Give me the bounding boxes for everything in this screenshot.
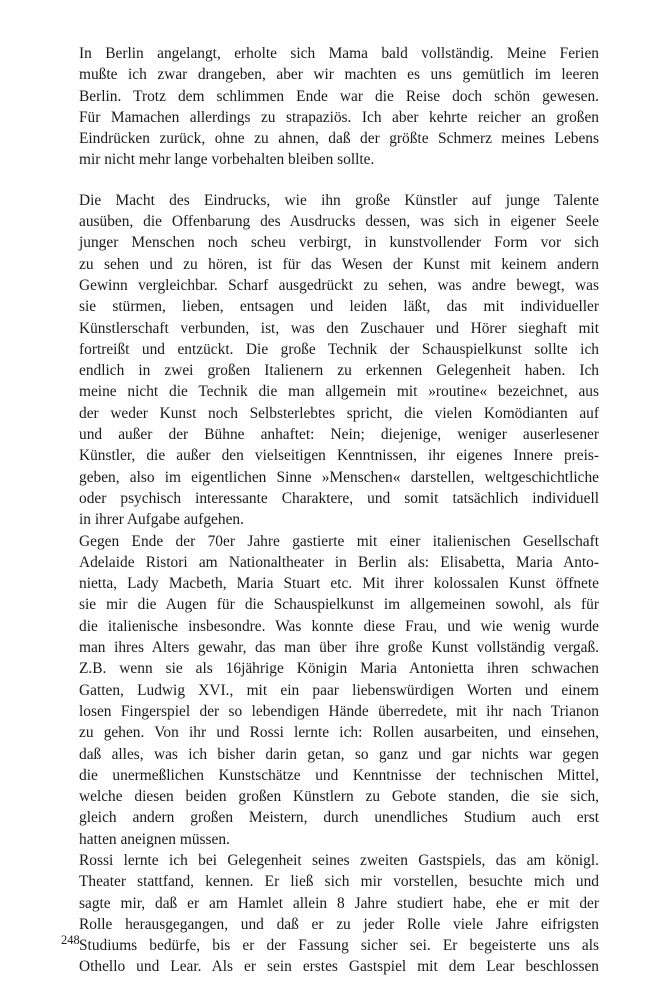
- text-line: Studiums bedürfe, bis er der Fassung sicher sei. Er begeisterte uns als: [79, 937, 599, 955]
- text-line: Gegen Ende der 70er Jahre gastierte mit einer italienischen Gesellschaft: [79, 532, 599, 550]
- text-line: fortreißt und entzückt. Die große Technik der Schauspielkunst sollte ich: [79, 340, 599, 358]
- text-line: Gatten, Ludwig XVI., mit ein paar liebenswürdigen Worten und einem: [79, 681, 599, 699]
- paragraph-3: [61, 531, 599, 850]
- text-line: junger Menschen noch scheu verbirgt, in kunstvollender Form vor sich: [79, 234, 599, 252]
- text-line: endlich in zwei großen Italienern zu erkennen Gelegenheit haben. Ich: [79, 362, 599, 380]
- text-line: daß alles, was ich bisher darin getan, so ganz und gar nichts war gegen: [79, 745, 599, 763]
- text-line: zu gehen. Von ihr und Rossi lernte ich: Rollen ausarbeiten, und einsehen,: [79, 724, 599, 742]
- text-line: Z.B. wenn sie als 16jährige Königin Maria Antonietta ihren schwachen: [79, 660, 599, 678]
- text-line: ausüben, die Offenbarung des Ausdrucks dessen, was sich in eigener Seele: [79, 213, 599, 231]
- text-line: nietta, Lady Macbeth, Maria Stuart etc. Mit ihrer kolossalen Kunst öffnete: [79, 575, 599, 593]
- paragraph-4: [61, 850, 599, 978]
- paragraph-2: [61, 190, 599, 531]
- text-line: In Berlin angelangt, erholte sich Mama bald vollständig. Meine Ferien: [79, 45, 599, 62]
- text-line: Künstlerschaft verbunden, ist, was den Zuschauer und Hörer sieghaft mit: [79, 319, 599, 337]
- text-line: hatten aneignen müssen.: [79, 830, 230, 848]
- text-line: welche diesen beiden großen Künstlern zu Gebote standen, die sie sich,: [79, 788, 599, 806]
- text-line: losen Fingerspiel der so lebendigen Hände überredete, mit ihr nach Trianon: [79, 702, 599, 720]
- page-body: [61, 43, 599, 978]
- text-line: oder psychisch interessante Charaktere, und somit tatsächlich individuell: [79, 489, 599, 507]
- text-line: zu sehen und zu hören, ist für das Wesen der Kunst mit keinem andern: [79, 255, 599, 273]
- text-line: Theater stattfand, kennen. Er ließ sich mir vorstellen, besuchte mich und: [79, 873, 599, 891]
- text-line: die italienische insbesondre. Was konnte diese Frau, und wie wenig wurde: [79, 617, 599, 635]
- text-line: Eindrücken zurück, ohne zu ahnen, daß der größte Schmerz meines Lebens: [79, 130, 599, 148]
- text-line: und außer der Bühne anhaftet: Nein; diejenige, weniger auserlesener: [79, 426, 599, 444]
- text-line: der weder Kunst noch Selbsterlebtes spricht, die vielen Komödianten auf: [79, 404, 599, 422]
- text-line: sie mir die Augen für die Schauspielkunst im allgemeinen sowohl, als für: [79, 596, 599, 614]
- text-line: die unermeßlichen Kunstschätze und Kenntnisse der technischen Mittel,: [79, 766, 599, 784]
- text-line: man ihres Alters gewahr, das man über ihre große Kunst vollständig vergaß.: [79, 639, 599, 657]
- text-line: Künstler, die außer den vielseitigen Kenntnissen, ihr eigenes Innere preis-: [79, 447, 599, 465]
- text-line: sie stürmen, lieben, entsagen und leiden läßt, das mit individueller: [79, 298, 599, 316]
- text-line: meine nicht die Technik die man allgemein mit »routine« bezeichnet, aus: [79, 383, 599, 401]
- text-line: Adelaide Ristori am Nationaltheater in Berlin als: Elisabetta, Maria Anto-: [79, 553, 599, 571]
- text-line: Rossi lernte ich bei Gelegenheit seines zweiten Gastspiels, das am königl.: [79, 851, 599, 869]
- text-line: Othello und Lear. Als er sein erstes Gastspiel mit dem Lear beschlossen: [79, 958, 599, 976]
- text-line: Für Mamachen allerdings zu strapaziös. Ich aber kehrte reicher an großen: [79, 108, 599, 126]
- text-line: sagte mir, daß er am Hamlet allein 8 Jahre studiert habe, ehe er mit der: [79, 894, 599, 912]
- text-line: gleich andern großen Meistern, durch unendliches Studium auch erst: [79, 809, 599, 827]
- text-line: in ihrer Aufgabe aufgehen.: [79, 511, 244, 529]
- text-line: Berlin. Trotz dem schlimmen Ende war die Reise doch schön gewesen.: [79, 87, 599, 105]
- text-line: mir nicht mehr lange vorbehalten bleiben sollte.: [79, 151, 375, 169]
- page-number: 248: [61, 933, 80, 947]
- text-line: mußte ich zwar drangeben, aber wir machten es uns gemütlich im leeren: [79, 66, 599, 84]
- text-line: geben, also im eigentlichen Sinne »Menschen« darstellen, weltgeschichtliche: [79, 468, 599, 486]
- text-line: Die Macht des Eindrucks, wie ihn große Künstler auf junge Talente: [79, 191, 599, 209]
- text-line: Gewinn vergleichbar. Scharf ausgedrückt zu sehen, was andre bewegt, was: [79, 276, 599, 294]
- paragraph-1: [61, 43, 599, 171]
- section-gap: [61, 171, 599, 190]
- text-line: Rolle herausgegangen, und daß er zu jeder Rolle viele Jahre eifrigsten: [79, 915, 599, 933]
